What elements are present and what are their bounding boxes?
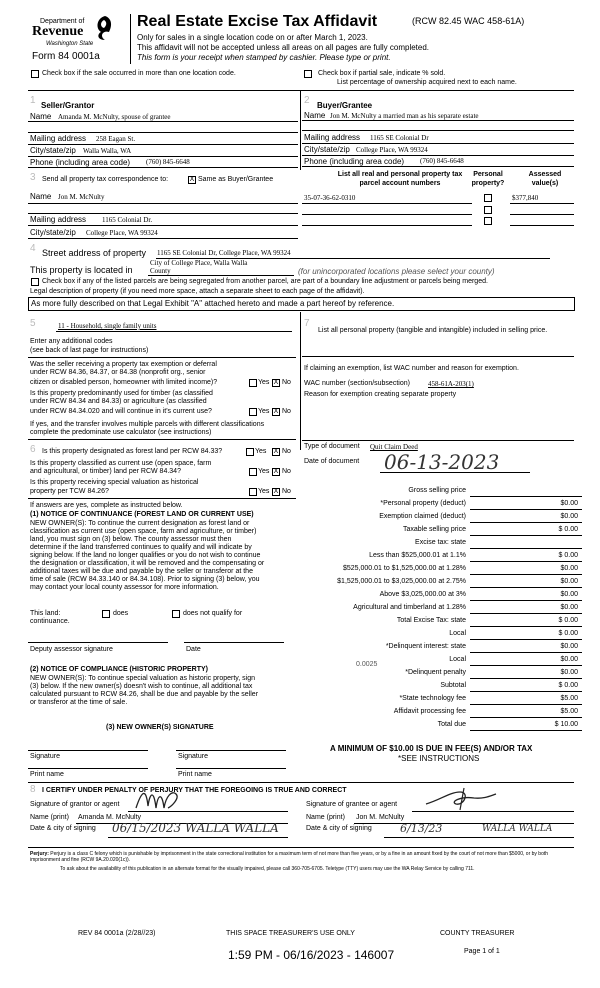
fee-label: Total Excise Tax: state <box>396 617 466 624</box>
form-rcw: (RCW 82.45 WAC 458-61A) <box>412 16 525 26</box>
fee-value[interactable]: $5.00 <box>560 695 578 702</box>
fee-value[interactable]: $0.00 <box>560 513 578 520</box>
section-5-number: 5 <box>30 318 36 329</box>
header-line-1: Only for sales in a single location code on or after March 1, 2023. <box>137 33 368 42</box>
fee-line <box>470 652 582 653</box>
seller-city-label: City/state/zip <box>30 146 76 155</box>
timber-no-checkbox[interactable]: X <box>273 408 279 415</box>
exemption-reason-label: Reason for exemption creating separate property <box>304 391 457 398</box>
fee-label: Total due <box>437 721 466 728</box>
additional-codes-label-1: Enter any additional codes <box>30 338 113 345</box>
fee-line <box>470 496 582 497</box>
logo-dept: Department of <box>40 18 85 25</box>
fee-label: Agricultural and timberland at 1.28% <box>353 604 466 611</box>
n2-line: (3) below. If the new owner(s) doesn't wish to continue, all additional tax <box>30 683 253 690</box>
partial-sale-checkbox[interactable] <box>304 70 312 78</box>
historic-q-line2: property per TCW 84.26? <box>30 488 109 495</box>
certify-statement: I CERTIFY UNDER PENALTY OF PERJURY THAT THE FOREGOING IS TRUE AND CORRECT <box>42 787 347 794</box>
county-treasurer-label: COUNTY TREASURER <box>440 930 515 937</box>
fee-value[interactable]: $5.00 <box>560 708 578 715</box>
grantee-signature-mark[interactable] <box>420 786 500 812</box>
fee-line <box>470 535 582 536</box>
grantee-date-field[interactable]: 6/13/23 <box>400 822 443 835</box>
fee-line <box>470 678 582 679</box>
fee-line <box>470 639 582 640</box>
correspondence-mail-label: Mailing address <box>30 215 87 224</box>
fee-value[interactable]: $ 10.00 <box>554 721 578 728</box>
continuance-label: continuance. <box>30 618 70 625</box>
fee-line <box>470 626 582 627</box>
grantor-signature-mark[interactable] <box>132 786 192 812</box>
fee-value[interactable]: $ 0.00 <box>558 617 578 624</box>
n1-line: classification as current use (open space, farm and agriculture, or timber) <box>30 528 257 535</box>
calculator-note-1: If yes, and the transfer involves multiple parcels with different classifications <box>30 421 265 428</box>
buyer-phone-field[interactable]: (760) 845-6648 <box>420 157 464 165</box>
fee-label: *State technology fee <box>399 695 466 702</box>
wac-number-field[interactable]: 458-61A-203(1) <box>428 380 474 388</box>
seller-phone-field[interactable]: (760) 845-6648 <box>146 158 190 166</box>
fee-value[interactable]: $0.00 <box>560 604 578 611</box>
timber-yes-label: Yes <box>258 408 270 415</box>
forest-q: Is this property designated as forest land per RCW 84.33? <box>42 448 223 455</box>
grantee-city-field[interactable]: WALLA WALLA <box>482 824 553 834</box>
header-line-2: This affidavit will not be accepted unless all areas on all pages are fully completed. <box>137 43 430 52</box>
fee-label: Above $3,025,000.00 at 3% <box>379 591 466 598</box>
grantee-name-label: Name (print) <box>306 814 345 821</box>
n2-line: calculated pursuant to RCW 84.26, shall be due and payable by the seller <box>30 691 259 698</box>
section-7-number: 7 <box>304 318 310 329</box>
fee-line <box>470 704 582 705</box>
current-use-yes-checkbox[interactable] <box>249 468 257 476</box>
fee-line <box>470 600 582 601</box>
fee-label: Affidavit processing fee <box>393 708 466 715</box>
n1-line: determine if the land transferred continues to qualify and will indicate by <box>30 544 252 551</box>
partial-sale-label: Check box if partial sale, indicate % sold. <box>318 70 446 77</box>
n1-line: may contact your local county assessor for more information. <box>30 584 219 591</box>
historic-q-line1: Is this property receiving special valuation as historical <box>30 479 199 486</box>
fee-value[interactable]: $0.00 <box>560 643 578 650</box>
fee-value[interactable]: $ 0.00 <box>558 682 578 689</box>
n1-line: the designation or classification, it will be removed and the compensating or <box>30 560 265 567</box>
buyer-city-label: City/state/zip <box>304 145 350 154</box>
exemption-q-line2: under RCW 84.36, 84.37, or 84.38 (nonprofit org., senior <box>30 369 206 376</box>
buyer-name-label: Name <box>304 111 326 120</box>
notice-compliance-title: (2) NOTICE OF COMPLIANCE (HISTORIC PROPERTY) <box>30 666 208 673</box>
owner-signature-label-2: Signature <box>178 753 208 760</box>
personal-property-checkbox-3[interactable] <box>484 217 492 225</box>
same-as-buyer-label: Same as Buyer/Grantee <box>198 176 274 183</box>
land-does-label: does <box>113 610 129 617</box>
fee-line <box>470 691 582 692</box>
section-2-number: 2 <box>304 95 310 106</box>
n1-line: time of sale (RCW 84.33.140 or 84.34.108). Prior to signing (3) below, you <box>30 576 260 583</box>
fee-label: Local <box>449 630 466 637</box>
seller-name-field[interactable]: Amanda M. McNulty, spouse of grantee <box>58 113 171 121</box>
timber-yes-checkbox[interactable] <box>249 408 257 416</box>
located-in-label: This property is located in <box>30 265 133 275</box>
current-use-q-line1: Is this property classified as current use (open space, farm <box>30 460 212 467</box>
grantor-signature-label: Signature of grantor or agent <box>30 801 120 808</box>
buyer-city-field[interactable]: College Place, WA 99324 <box>356 146 428 154</box>
parcel-number-field[interactable]: 35-07-36-62-0310 <box>304 194 356 202</box>
buyer-mail-field[interactable]: 1165 SE Colonial Dr <box>370 134 429 142</box>
section-3-number: 3 <box>30 172 36 183</box>
seller-city-field[interactable]: Walla Walla, WA <box>83 147 132 155</box>
parcel-col-header: List all real and personal property tax parcel account numbers <box>337 171 463 187</box>
logo-state: Washington State <box>46 41 94 47</box>
exemption-q-line1: Was the seller receiving a property tax exemption or deferral <box>30 361 217 368</box>
perjury-text: Perjury is a class C felony which is punishable by imprisonment in the state correctional institution for a maximum term of not more than five years, or by a fine in an amount fixed by the court of not more than $5000, or by both imprisonment and fine (RCW 9A.20.020(1c)). <box>30 851 549 863</box>
fee-line <box>470 665 582 666</box>
multi-location-checkbox[interactable] <box>31 70 39 78</box>
seller-name-label: Name <box>30 112 52 121</box>
n1-line: additional taxes will be due and payable by the seller or transferor at the <box>30 568 253 575</box>
new-owner-signature-title: (3) NEW OWNER(S) SIGNATURE <box>106 724 214 731</box>
calculator-note-2: complete the predominate use calculator (see instructions) <box>30 429 212 436</box>
forest-no-label: No <box>282 448 291 455</box>
ownership-note: List percentage of ownership acquired next to each name. <box>337 79 517 86</box>
grantee-signature-label: Signature of grantee or agent <box>306 801 398 808</box>
perjury-label: Perjury: <box>30 851 49 857</box>
correspondence-mail-field[interactable]: 1165 Colonial Dr. <box>102 216 153 224</box>
segregated-parcel-checkbox[interactable] <box>31 278 39 286</box>
exemption-yes-label: Yes <box>258 379 270 386</box>
fee-label: Taxable selling price <box>402 526 466 533</box>
exemption-claim-label: If claiming an exemption, list WAC number and reason for exemption. <box>304 365 519 372</box>
seller-mail-label: Mailing address <box>30 134 87 143</box>
fee-line <box>470 548 582 549</box>
personal-property-col-header: Personal property? <box>471 171 505 187</box>
correspondence-city-label: City/state/zip <box>30 228 76 237</box>
personal-property-list-label: List all personal property (tangible and intangible) included in selling price. <box>318 327 548 334</box>
fee-label: Local <box>449 656 466 663</box>
n1-line: land, you must sign on (3) below. The county assessor must then <box>30 536 232 543</box>
correspondence-name-label: Name <box>30 192 52 201</box>
legal-description-text: As more fully described on that Legal Exhibit "A" attached hereto and made a part hereof by reference. <box>31 299 395 308</box>
owner-print-name-label-2: Print name <box>178 771 212 778</box>
grantee-date-city-label: Date & city of signing <box>306 825 372 832</box>
fee-line <box>470 717 582 718</box>
timber-q-line3: under RCW 84.34.020 and will continue in it's current use? <box>30 408 212 415</box>
fee-label: $525,000.01 to $1,525,000.00 at 1.28% <box>343 565 466 572</box>
fee-label: Excise tax: state <box>415 539 466 546</box>
fee-label: *Delinquent penalty <box>405 669 466 676</box>
historic-no-label: No <box>282 488 291 495</box>
deputy-signature-label: Deputy assessor signature <box>30 646 113 653</box>
same-as-buyer-checkbox[interactable]: X <box>189 176 195 183</box>
n1-line: signing below. If the land no longer qualifies or you do not wish to continue <box>30 552 261 559</box>
historic-no-checkbox[interactable]: X <box>273 488 279 495</box>
fee-label: Gross selling price <box>408 487 466 494</box>
forest-yes-label: Yes <box>255 448 267 455</box>
current-use-yes-label: Yes <box>258 468 270 475</box>
grantee-name-field[interactable]: Jon M. McNulty <box>356 814 405 821</box>
fee-value[interactable]: $0.00 <box>560 591 578 598</box>
historic-yes-label: Yes <box>258 488 270 495</box>
accessibility-note: To ask about the availability of this publication in an alternate format for the visually impaired, please call 360-705-6705. Teletype (TTY) users may use the WA Relay Service by calling 711. <box>60 866 475 872</box>
unincorporated-note: (for unincorporated locations please select your county) <box>298 267 495 276</box>
buyer-heading: Buyer/Grantee <box>317 101 373 110</box>
exemption-no-checkbox[interactable]: X <box>273 379 279 386</box>
grantor-name-field[interactable]: Amanda M. McNulty <box>78 814 142 821</box>
additional-codes-label-2: (see back of last page for instructions) <box>30 347 149 354</box>
form-title: Real Estate Excise Tax Affidavit <box>137 13 378 30</box>
doc-type-field[interactable]: Quit Claim Deed <box>370 443 418 451</box>
historic-yes-checkbox[interactable] <box>249 488 257 496</box>
wa-logo-icon <box>95 14 115 42</box>
fee-value[interactable]: $ 0.00 <box>558 552 578 559</box>
page-number: Page 1 of 1 <box>464 948 500 955</box>
grantor-date-city-field[interactable]: 06/15/2023 WALLA WALLA <box>112 821 279 835</box>
notice-continuance-title: (1) NOTICE OF CONTINUANCE (FOREST LAND OR CURRENT USE) <box>30 511 254 518</box>
fee-label: Exemption claimed (deduct) <box>379 513 466 520</box>
form-number: Form 84 0001a <box>32 51 100 62</box>
seller-mail-field[interactable]: 258 Eagan St. <box>96 135 136 143</box>
this-land-label: This land: <box>30 610 61 617</box>
current-use-q-line2: and agricultural, or timber) land per RCW 84.34? <box>30 468 181 475</box>
fee-value[interactable]: $0.00 <box>560 500 578 507</box>
forest-yes-checkbox[interactable] <box>246 448 254 456</box>
personal-property-checkbox-2[interactable] <box>484 206 492 214</box>
buyer-name-field[interactable]: Jon M. McNulty a married man as his separate estate <box>330 112 479 120</box>
grantor-date-city-label: Date & city of signing <box>30 825 96 832</box>
current-use-no-label: No <box>282 468 291 475</box>
doc-date-field[interactable]: 06-13-2023 <box>384 450 500 474</box>
owner-signature-label-1: Signature <box>30 753 60 760</box>
exemption-no-label: No <box>282 379 291 386</box>
n2-line: or transferor at the time of sale. <box>30 699 128 706</box>
land-does-not-label: does not qualify for <box>183 610 243 617</box>
buyer-phone-label: Phone (including area code) <box>304 157 405 166</box>
legal-description-box[interactable] <box>28 297 575 311</box>
fee-label: Less than $525,000.01 at 1.1% <box>369 552 466 559</box>
fee-value[interactable]: $0.00 <box>560 565 578 572</box>
doc-date-label: Date of document <box>304 458 360 465</box>
fee-line <box>470 587 582 588</box>
multi-location-label: Check box if the sale occurred in more than one location code. <box>42 70 236 77</box>
street-address-field[interactable]: 1165 SE Colonial Dr, College Place, WA 99324 <box>157 249 291 257</box>
correspondence-name-field[interactable]: Jon M. McNulty <box>58 193 105 201</box>
county-field-line1[interactable]: City of College Place, Walla Walla <box>150 259 248 267</box>
fee-label: *Personal property (deduct) <box>380 500 466 507</box>
street-address-label: Street address of property <box>42 248 147 258</box>
recording-stamp: 1:59 PM - 06/16/2023 - 146007 <box>228 948 395 962</box>
fee-line <box>470 561 582 562</box>
seller-phone-label: Phone (including area code) <box>30 158 131 167</box>
if-yes-note: If answers are yes, complete as instructed below. <box>30 502 183 509</box>
n1-line: NEW OWNER(S): To continue the current designation as forest land or <box>30 520 250 527</box>
fee-value[interactable]: $0.00 <box>560 578 578 585</box>
personal-property-checkbox-1[interactable] <box>484 194 492 202</box>
buyer-mail-label: Mailing address <box>304 133 361 142</box>
send-correspondence-label: Send all property tax correspondence to: <box>42 176 169 183</box>
correspondence-city-field[interactable]: College Place, WA 99324 <box>86 229 158 237</box>
fee-line <box>470 522 582 523</box>
fee-line <box>470 574 582 575</box>
land-does-not-checkbox[interactable] <box>172 610 180 618</box>
fee-line <box>470 613 582 614</box>
timber-no-label: No <box>282 408 291 415</box>
section-8-number: 8 <box>30 784 36 795</box>
fee-label: *Delinquent interest: state <box>385 643 466 650</box>
fee-line <box>470 730 582 731</box>
fee-value[interactable]: $ 0.00 <box>558 526 578 533</box>
section-4-number: 4 <box>30 243 36 254</box>
section-1-number: 1 <box>30 95 36 106</box>
current-use-no-checkbox[interactable]: X <box>273 468 279 475</box>
grantor-name-label: Name (print) <box>30 814 69 821</box>
fee-value[interactable]: $ 0.00 <box>558 630 578 637</box>
assessed-value-col-header: Assessed value(s) <box>528 171 562 187</box>
see-instructions-note: *SEE INSTRUCTIONS <box>398 754 480 763</box>
owner-print-name-label-1: Print name <box>30 771 64 778</box>
fee-label: Subtotal <box>440 682 466 689</box>
timber-q-line1: Is this property predominantly used for timber (as classified <box>30 390 213 397</box>
land-does-checkbox[interactable] <box>102 610 110 618</box>
land-use-code-field[interactable]: 11 - Household, single family units <box>58 322 157 330</box>
fee-value[interactable]: $0.00 <box>560 669 578 676</box>
local-rate: 0.0025 <box>356 661 378 668</box>
treasurer-use-label: THIS SPACE TREASURER'S USE ONLY <box>226 930 355 937</box>
forest-no-checkbox[interactable]: X <box>273 448 279 455</box>
fee-value[interactable]: $0.00 <box>560 656 578 663</box>
perjury-notice <box>30 851 574 863</box>
segregated-parcel-label: Check box if any of the listed parcels are being segregated from another parcel, are part of a boundary line adjustment or parcels being merged. <box>42 278 488 285</box>
logo-revenue: Revenue <box>32 24 84 39</box>
county-field-line2[interactable]: County <box>150 267 171 275</box>
section-6-number: 6 <box>30 444 36 455</box>
wac-number-label: WAC number (section/subsection) <box>304 380 410 387</box>
n2-line: NEW OWNER(S): To continue special valuation as historic property, sign <box>30 675 255 682</box>
timber-q-line2: under RCW 84.34 and 84.33) or agriculture (as classified <box>30 398 207 405</box>
fee-label: $1,525,000.01 to $3,025,000.00 at 2.75% <box>337 578 466 585</box>
fee-line <box>470 509 582 510</box>
exemption-yes-checkbox[interactable] <box>249 379 257 387</box>
exemption-q-line3: citizen or disabled person, homeowner with limited income)? <box>30 379 218 386</box>
minimum-due-note: A MINIMUM OF $10.00 IS DUE IN FEE(S) AND/OR TAX <box>330 744 533 753</box>
revision-code: REV 84 0001a (2/28//23) <box>78 930 156 937</box>
deputy-date-label: Date <box>186 646 201 653</box>
legal-description-label: Legal description of property (if you need more space, attach a separate sheet to each page of the affidavit). <box>30 288 365 295</box>
doc-type-label: Type of document <box>304 443 360 450</box>
header-line-3: This form is your receipt when stamped by cashier. Please type or print. <box>137 53 391 62</box>
seller-heading: Seller/Grantor <box>41 101 95 110</box>
assessed-value-field[interactable]: $377,840 <box>512 194 539 202</box>
